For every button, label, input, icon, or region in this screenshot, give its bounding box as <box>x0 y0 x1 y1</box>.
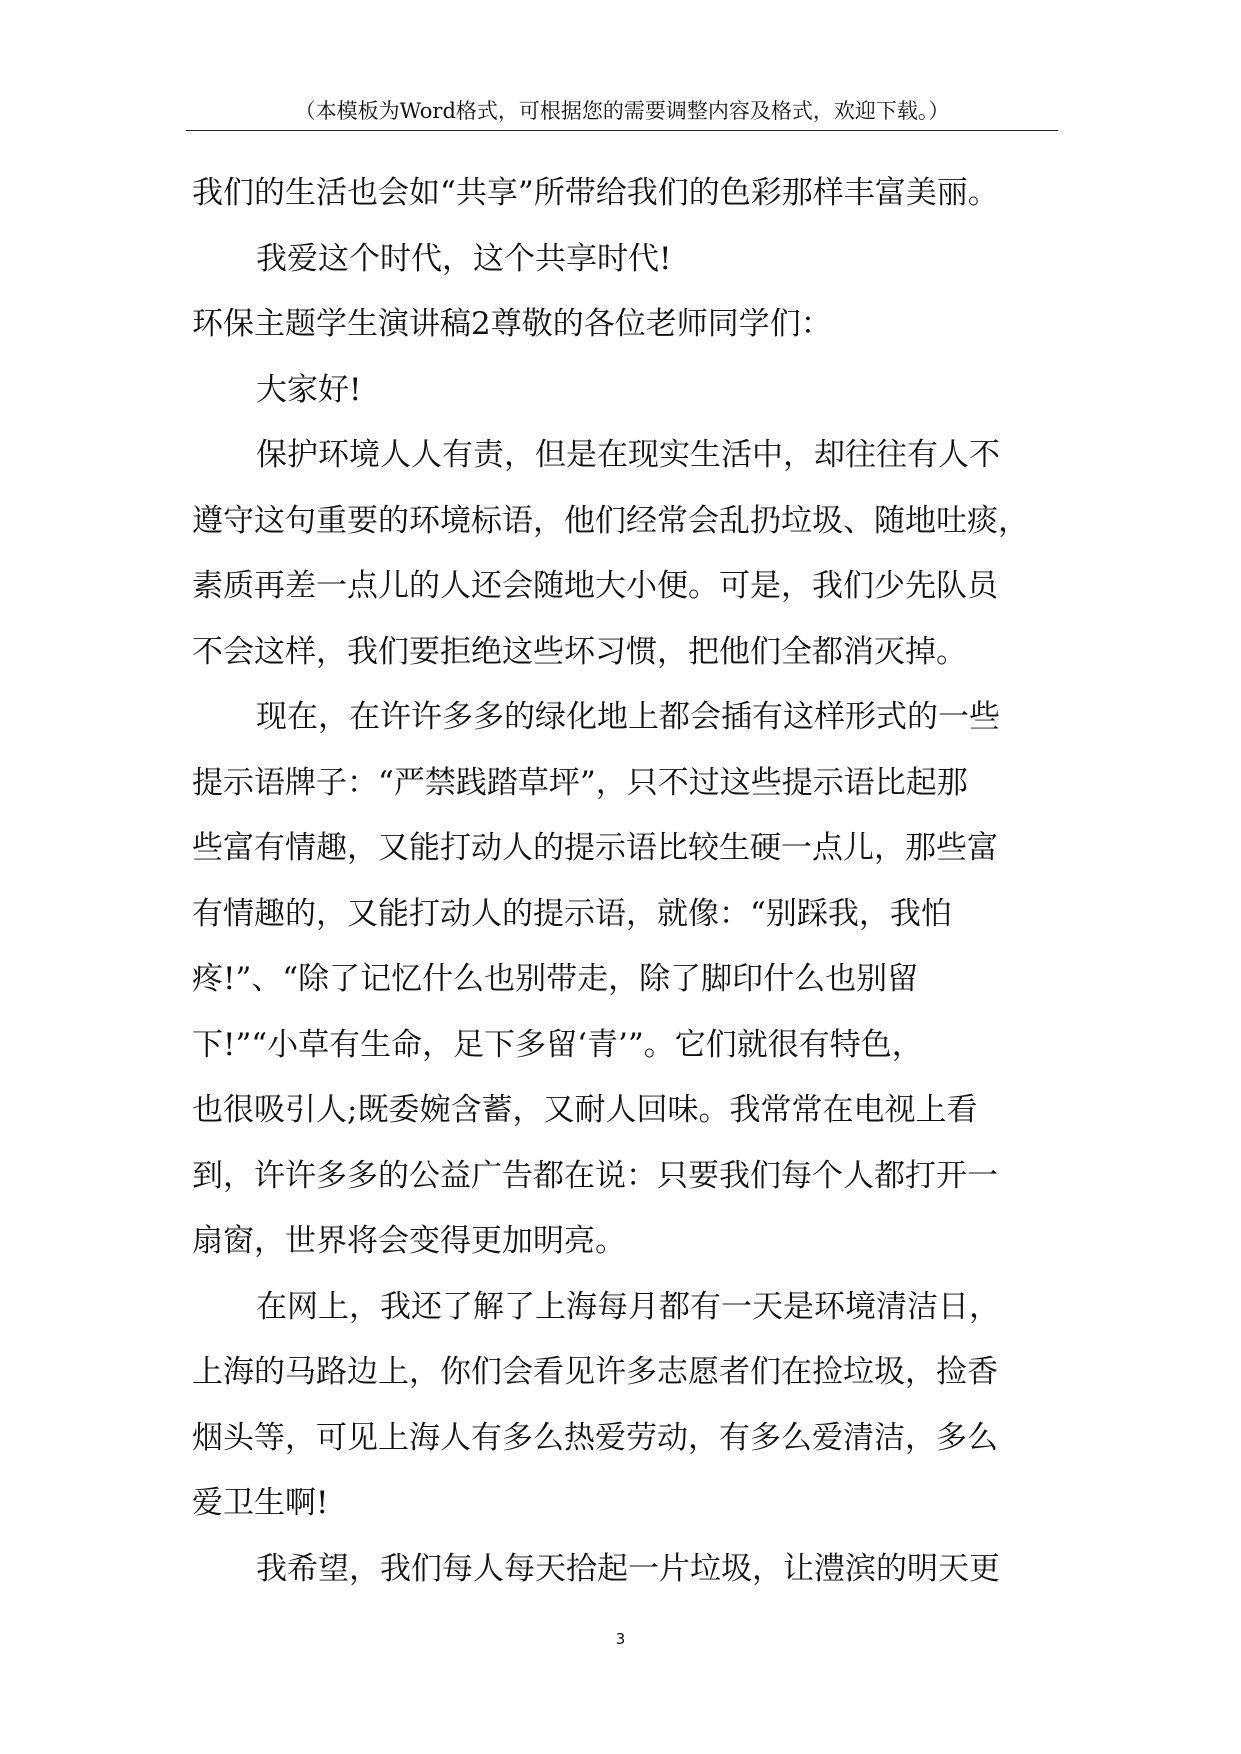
text-line: 有情趣的，又能打动人的提示语，就像：“别踩我，我怕 <box>192 895 952 932</box>
text-line: 保护环境人人有责，但是在现实生活中，却往往有人不 <box>256 437 1000 473</box>
text-line: 也很吸引人;既委婉含蓄，又耐人回味。我常常在电视上看 <box>192 1092 978 1128</box>
text-line: 我爱这个时代，这个共享时代! <box>256 240 672 277</box>
text-line: 我们的生活也会如“共享”所带给我们的色彩那样丰富美丽。 <box>192 175 999 211</box>
text-line: 我希望，我们每人每天拾起一片垃圾，让澧滨的明天更 <box>256 1550 1000 1587</box>
text-line: 疼!”、“除了记忆什么也别带走，除了脚印什么也别留 <box>192 961 919 997</box>
section-heading-line: 环保主题学生演讲稿2尊敬的各位老师同学们： <box>192 306 832 342</box>
text-line: 下!”“小草有生命，足下多留‘青’”。它们就很有特色， <box>192 1026 923 1063</box>
text-line: 上海的马路边上，你们会看见许多志愿者们在捡垃圾，捡香 <box>192 1354 998 1390</box>
page-header-notice: （本模板为Word格式，可根据您的需要调整内容及格式，欢迎下载。） <box>294 99 950 123</box>
text-line: 烟头等，可见上海人有多么热爱劳动，有多么爱清洁，多么 <box>192 1419 998 1456</box>
text-line: 大家好! <box>256 371 362 408</box>
page-number: 3 <box>615 1630 626 1648</box>
text-line: 扇窗，世界将会变得更加明亮。 <box>192 1223 626 1259</box>
text-line: 到，许许多多的公益广告都在说：只要我们每个人都打开一 <box>192 1157 998 1194</box>
text-line: 在网上，我还了解了上海每月都有一天是环境清洁日， <box>256 1288 1000 1325</box>
header-divider <box>186 130 1058 131</box>
document-body <box>192 161 1072 1602</box>
text-line: 些富有情趣，又能打动人的提示语比较生硬一点儿，那些富 <box>192 830 998 866</box>
text-line: 现在，在许许多多的绿化地上都会插有这样形式的一些 <box>256 699 1000 735</box>
text-line: 遵守这句重要的环境标语，他们经常会乱扔垃圾、随地吐痰， <box>192 502 1029 539</box>
text-line: 爱卫生啊! <box>192 1485 329 1521</box>
text-line: 素质再差一点儿的人还会随地大小便。可是，我们少先队员 <box>192 568 998 604</box>
text-line: 提示语牌子：“严禁践踏草坪”，只不过这些提示语比起那 <box>192 764 968 801</box>
text-line: 不会这样，我们要拒绝这些坏习惯，把他们全都消灭掉。 <box>192 633 967 670</box>
